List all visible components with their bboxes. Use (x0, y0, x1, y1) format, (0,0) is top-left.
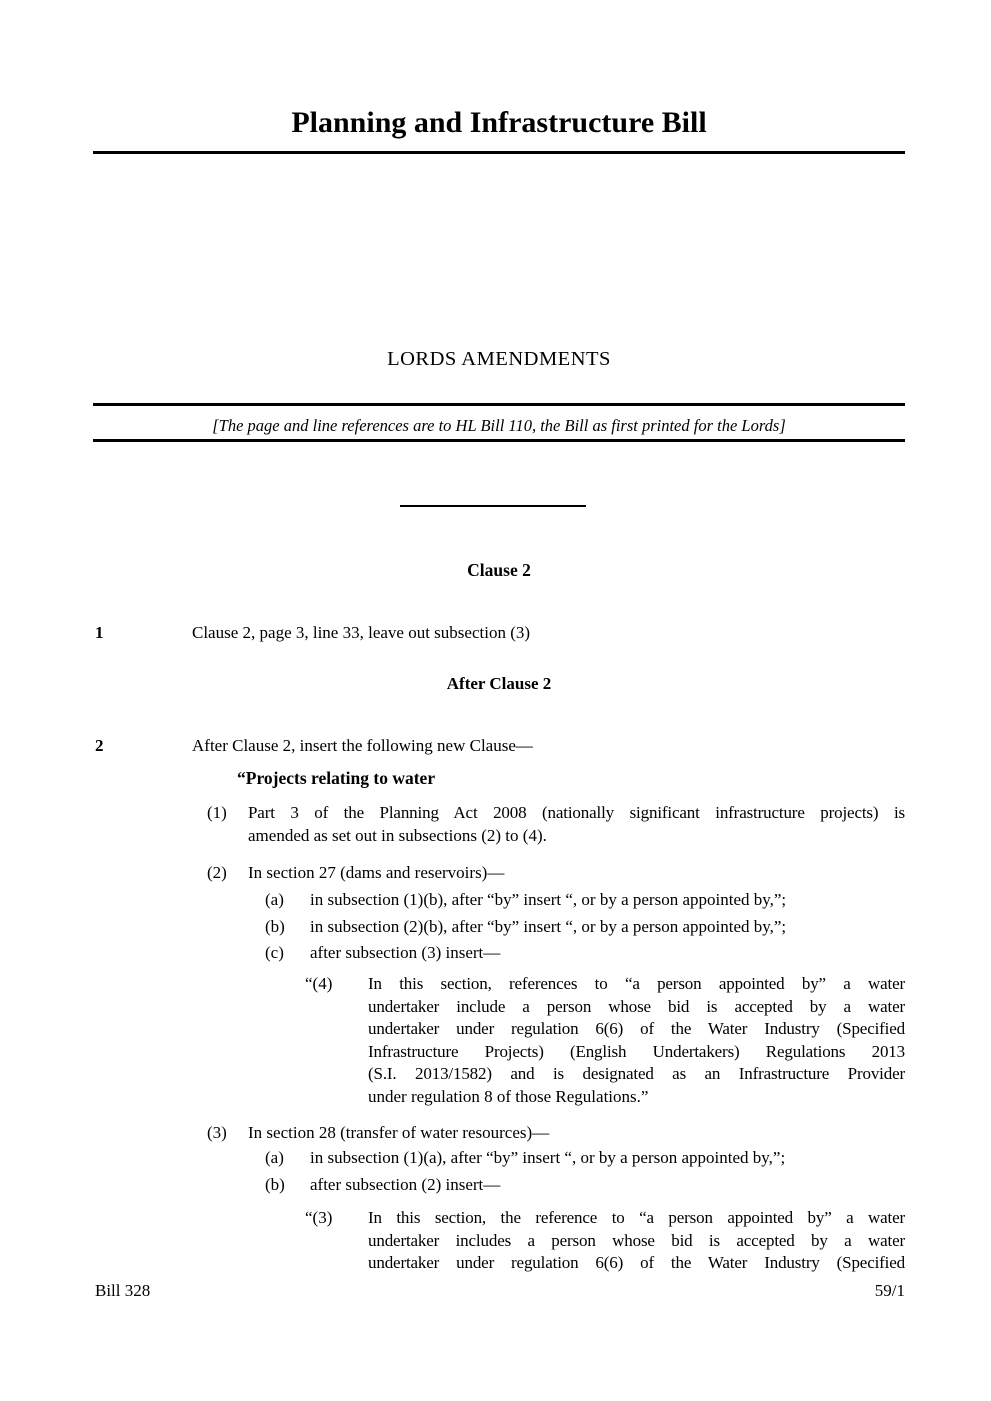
footer-bill-number: Bill 328 (95, 1281, 151, 1300)
page-footer (93, 1279, 905, 1302)
amendment-1-number: 1 (95, 623, 104, 642)
quoted-line: undertaker include a person whose bid is accepted by a water (368, 996, 905, 1016)
quoted-line: undertaker includes a person whose bid is accepted by a water (368, 1230, 905, 1250)
list-item (93, 1146, 905, 1169)
separator-line (400, 505, 586, 507)
subsection-3-items (93, 1146, 905, 1199)
subsection-3-text: In section 28 (transfer of water resources)— (248, 1123, 550, 1142)
list-item (93, 915, 905, 938)
subsection-1-text (248, 801, 905, 847)
quoted-subsection-4 (93, 973, 905, 1108)
item-c-label: (c) (265, 943, 284, 962)
item-b-label: (b) (265, 1174, 285, 1194)
quoted-subsection-3 (93, 1207, 905, 1275)
quoted-line: In this section, the reference to “a person appointed by” a water (368, 1208, 905, 1227)
quoted-subsection-4-label: “(4) (305, 974, 333, 993)
list-item (93, 1173, 905, 1196)
quoted-subsection-3-text (368, 1207, 905, 1275)
amendment-1-text: Clause 2, page 3, line 33, leave out subsection (3) (192, 623, 531, 642)
amendment-1 (93, 621, 905, 644)
quoted-line: Infrastructure Projects) (English Undertakers) Regulations 2013 (368, 1041, 905, 1061)
clause-2-heading: Clause 2 (467, 560, 531, 580)
lords-amendments-heading: LORDS AMENDMENTS (387, 348, 611, 370)
amendment-2-number: 2 (95, 736, 104, 755)
quoted-line: under regulation 8 of those Regulations.” (368, 1086, 649, 1106)
subsection-2-label: (2) (207, 863, 227, 882)
quoted-subsection-4-text (368, 973, 905, 1108)
item-a-text: in subsection (1)(b), after “by” insert “, or by a person appointed by,”; (310, 890, 787, 909)
list-item (93, 941, 905, 964)
quoted-line: undertaker under regulation 6(6) of the Water Industry (Specified (368, 1253, 905, 1272)
subsection-2-items (93, 888, 905, 968)
list-item (93, 888, 905, 911)
quoted-line: undertaker under regulation 6(6) of the Water Industry (Specified (368, 1019, 905, 1038)
subsection-1-line: amended as set out in subsections (2) to (4). (248, 826, 547, 845)
quoted-line: In this section, references to “a person appointed by” a water (368, 974, 905, 993)
subsection-1 (93, 801, 905, 847)
subsection-1-label: (1) (207, 803, 227, 822)
amendment-2-intro (93, 734, 905, 757)
subsection-1-line: Part 3 of the Planning Act 2008 (nationally significant infrastructure projects) is (248, 803, 905, 822)
subsection-3-label: (3) (207, 1123, 227, 1142)
subsection-3 (93, 1121, 905, 1144)
new-clause-title: “Projects relating to water (237, 768, 436, 788)
item-a-label: (a) (265, 1148, 284, 1167)
item-a-label: (a) (265, 890, 284, 909)
item-b-text: after subsection (2) insert— (310, 1174, 501, 1194)
after-clause-2-heading: After Clause 2 (446, 674, 552, 693)
item-b-label: (b) (265, 916, 285, 936)
quoted-line: (S.I. 2013/1582) and is designated as an Infrastructure Provider (368, 1064, 905, 1083)
subsection-2 (93, 861, 905, 884)
item-b-text: in subsection (2)(b), after “by” insert “, or by a person appointed by,”; (310, 916, 787, 936)
reference-note-top-rule (93, 403, 905, 406)
amendment-2-intro-text: After Clause 2, insert the following new Clause— (192, 736, 533, 755)
reference-note-bottom-rule (93, 439, 905, 442)
item-c-text: after subsection (3) insert— (310, 943, 501, 962)
reference-note: [The page and line references are to HL Bill 110, the Bill as first printed for the Lords] (212, 416, 786, 435)
footer-session-number: 59/1 (874, 1281, 905, 1300)
page-title: Planning and Infrastructure Bill (291, 106, 707, 139)
quoted-subsection-3-label: “(3) (305, 1208, 333, 1227)
subsection-2-text: In section 27 (dams and reservoirs)— (248, 863, 505, 882)
title-double-rule (93, 151, 905, 154)
item-a-text: in subsection (1)(a), after “by” insert “, or by a person appointed by,”; (310, 1148, 786, 1167)
